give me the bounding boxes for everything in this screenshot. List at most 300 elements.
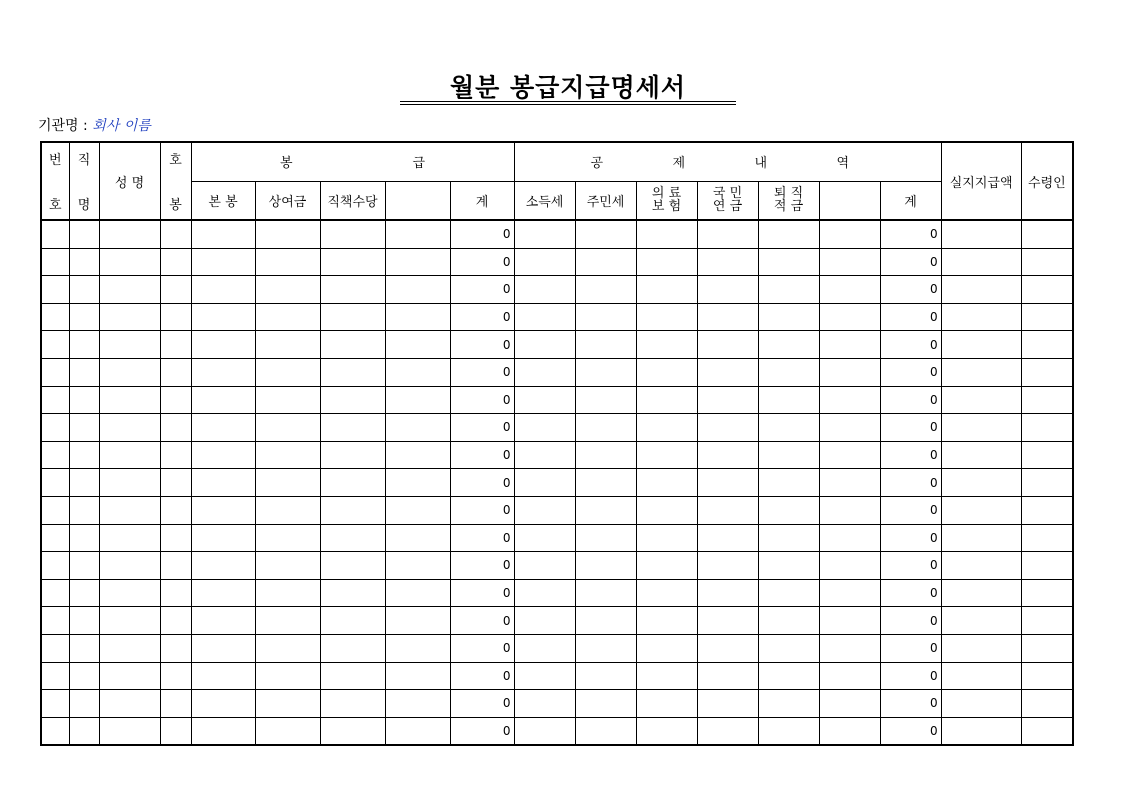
cell-national-pension[interactable] bbox=[697, 496, 758, 524]
cell-name[interactable] bbox=[99, 276, 160, 304]
cell-national-pension[interactable] bbox=[697, 469, 758, 497]
cell-recipient[interactable] bbox=[1021, 441, 1073, 469]
cell-salary-total[interactable]: 0 bbox=[450, 248, 514, 276]
cell-net-pay[interactable] bbox=[941, 276, 1021, 304]
cell-name[interactable] bbox=[99, 331, 160, 359]
cell-recipient[interactable] bbox=[1021, 579, 1073, 607]
cell-grade[interactable] bbox=[160, 386, 191, 414]
cell-bonus[interactable] bbox=[255, 248, 320, 276]
cell-salary-total[interactable]: 0 bbox=[450, 579, 514, 607]
cell-basic[interactable] bbox=[191, 441, 255, 469]
cell-salary-total[interactable]: 0 bbox=[450, 524, 514, 552]
cell-allowance[interactable] bbox=[320, 607, 385, 635]
cell-income-tax[interactable] bbox=[514, 248, 575, 276]
cell-health-insurance[interactable] bbox=[636, 717, 697, 745]
cell-deduction-blank[interactable] bbox=[819, 690, 880, 718]
cell-retirement-savings[interactable] bbox=[758, 662, 819, 690]
cell-allowance[interactable] bbox=[320, 662, 385, 690]
cell-retirement-savings[interactable] bbox=[758, 441, 819, 469]
cell-salary-blank[interactable] bbox=[385, 634, 450, 662]
cell-national-pension[interactable] bbox=[697, 220, 758, 248]
cell-rank[interactable] bbox=[69, 552, 99, 580]
cell-retirement-savings[interactable] bbox=[758, 331, 819, 359]
cell-retirement-savings[interactable] bbox=[758, 276, 819, 304]
cell-national-pension[interactable] bbox=[697, 717, 758, 745]
cell-national-pension[interactable] bbox=[697, 579, 758, 607]
cell-name[interactable] bbox=[99, 579, 160, 607]
cell-net-pay[interactable] bbox=[941, 634, 1021, 662]
cell-recipient[interactable] bbox=[1021, 690, 1073, 718]
cell-recipient[interactable] bbox=[1021, 717, 1073, 745]
cell-health-insurance[interactable] bbox=[636, 690, 697, 718]
cell-bonus[interactable] bbox=[255, 496, 320, 524]
cell-net-pay[interactable] bbox=[941, 331, 1021, 359]
cell-bonus[interactable] bbox=[255, 331, 320, 359]
cell-resident-tax[interactable] bbox=[575, 303, 636, 331]
cell-salary-total[interactable]: 0 bbox=[450, 276, 514, 304]
cell-rank[interactable] bbox=[69, 414, 99, 442]
cell-national-pension[interactable] bbox=[697, 358, 758, 386]
cell-no[interactable] bbox=[41, 303, 69, 331]
cell-health-insurance[interactable] bbox=[636, 414, 697, 442]
cell-basic[interactable] bbox=[191, 496, 255, 524]
cell-deduction-blank[interactable] bbox=[819, 607, 880, 635]
cell-grade[interactable] bbox=[160, 303, 191, 331]
cell-national-pension[interactable] bbox=[697, 331, 758, 359]
cell-salary-total[interactable]: 0 bbox=[450, 414, 514, 442]
cell-national-pension[interactable] bbox=[697, 690, 758, 718]
cell-health-insurance[interactable] bbox=[636, 358, 697, 386]
cell-salary-blank[interactable] bbox=[385, 248, 450, 276]
cell-grade[interactable] bbox=[160, 717, 191, 745]
cell-name[interactable] bbox=[99, 469, 160, 497]
cell-salary-blank[interactable] bbox=[385, 524, 450, 552]
cell-deduction-blank[interactable] bbox=[819, 276, 880, 304]
cell-retirement-savings[interactable] bbox=[758, 414, 819, 442]
cell-net-pay[interactable] bbox=[941, 552, 1021, 580]
cell-name[interactable] bbox=[99, 414, 160, 442]
cell-grade[interactable] bbox=[160, 552, 191, 580]
cell-income-tax[interactable] bbox=[514, 524, 575, 552]
cell-name[interactable] bbox=[99, 358, 160, 386]
cell-deduction-blank[interactable] bbox=[819, 414, 880, 442]
cell-bonus[interactable] bbox=[255, 607, 320, 635]
cell-rank[interactable] bbox=[69, 690, 99, 718]
cell-deduction-blank[interactable] bbox=[819, 331, 880, 359]
cell-deduction-total[interactable]: 0 bbox=[880, 441, 941, 469]
cell-recipient[interactable] bbox=[1021, 524, 1073, 552]
cell-rank[interactable] bbox=[69, 634, 99, 662]
cell-grade[interactable] bbox=[160, 662, 191, 690]
cell-national-pension[interactable] bbox=[697, 552, 758, 580]
cell-deduction-blank[interactable] bbox=[819, 524, 880, 552]
cell-salary-total[interactable]: 0 bbox=[450, 662, 514, 690]
cell-grade[interactable] bbox=[160, 469, 191, 497]
cell-salary-total[interactable]: 0 bbox=[450, 717, 514, 745]
cell-health-insurance[interactable] bbox=[636, 634, 697, 662]
cell-health-insurance[interactable] bbox=[636, 386, 697, 414]
cell-basic[interactable] bbox=[191, 607, 255, 635]
cell-salary-blank[interactable] bbox=[385, 386, 450, 414]
cell-health-insurance[interactable] bbox=[636, 248, 697, 276]
cell-resident-tax[interactable] bbox=[575, 524, 636, 552]
cell-income-tax[interactable] bbox=[514, 276, 575, 304]
cell-name[interactable] bbox=[99, 662, 160, 690]
cell-deduction-blank[interactable] bbox=[819, 579, 880, 607]
cell-allowance[interactable] bbox=[320, 579, 385, 607]
cell-rank[interactable] bbox=[69, 717, 99, 745]
cell-health-insurance[interactable] bbox=[636, 662, 697, 690]
cell-net-pay[interactable] bbox=[941, 386, 1021, 414]
cell-salary-blank[interactable] bbox=[385, 662, 450, 690]
cell-no[interactable] bbox=[41, 496, 69, 524]
cell-net-pay[interactable] bbox=[941, 303, 1021, 331]
cell-retirement-savings[interactable] bbox=[758, 220, 819, 248]
cell-basic[interactable] bbox=[191, 662, 255, 690]
cell-national-pension[interactable] bbox=[697, 634, 758, 662]
cell-allowance[interactable] bbox=[320, 552, 385, 580]
cell-salary-blank[interactable] bbox=[385, 303, 450, 331]
cell-retirement-savings[interactable] bbox=[758, 607, 819, 635]
cell-national-pension[interactable] bbox=[697, 248, 758, 276]
cell-deduction-blank[interactable] bbox=[819, 220, 880, 248]
cell-health-insurance[interactable] bbox=[636, 331, 697, 359]
cell-recipient[interactable] bbox=[1021, 386, 1073, 414]
cell-income-tax[interactable] bbox=[514, 220, 575, 248]
cell-no[interactable] bbox=[41, 717, 69, 745]
cell-deduction-total[interactable]: 0 bbox=[880, 276, 941, 304]
cell-rank[interactable] bbox=[69, 662, 99, 690]
cell-net-pay[interactable] bbox=[941, 717, 1021, 745]
cell-national-pension[interactable] bbox=[697, 276, 758, 304]
cell-health-insurance[interactable] bbox=[636, 524, 697, 552]
cell-salary-total[interactable]: 0 bbox=[450, 358, 514, 386]
cell-recipient[interactable] bbox=[1021, 496, 1073, 524]
cell-health-insurance[interactable] bbox=[636, 441, 697, 469]
cell-net-pay[interactable] bbox=[941, 441, 1021, 469]
cell-national-pension[interactable] bbox=[697, 441, 758, 469]
cell-retirement-savings[interactable] bbox=[758, 303, 819, 331]
cell-salary-total[interactable]: 0 bbox=[450, 331, 514, 359]
cell-net-pay[interactable] bbox=[941, 607, 1021, 635]
cell-allowance[interactable] bbox=[320, 303, 385, 331]
cell-no[interactable] bbox=[41, 248, 69, 276]
cell-resident-tax[interactable] bbox=[575, 579, 636, 607]
cell-deduction-total[interactable]: 0 bbox=[880, 634, 941, 662]
cell-basic[interactable] bbox=[191, 303, 255, 331]
cell-salary-blank[interactable] bbox=[385, 331, 450, 359]
cell-retirement-savings[interactable] bbox=[758, 634, 819, 662]
cell-rank[interactable] bbox=[69, 496, 99, 524]
cell-deduction-total[interactable]: 0 bbox=[880, 552, 941, 580]
cell-no[interactable] bbox=[41, 690, 69, 718]
cell-recipient[interactable] bbox=[1021, 469, 1073, 497]
cell-no[interactable] bbox=[41, 276, 69, 304]
cell-deduction-blank[interactable] bbox=[819, 303, 880, 331]
cell-resident-tax[interactable] bbox=[575, 469, 636, 497]
cell-resident-tax[interactable] bbox=[575, 248, 636, 276]
cell-bonus[interactable] bbox=[255, 414, 320, 442]
cell-allowance[interactable] bbox=[320, 220, 385, 248]
cell-grade[interactable] bbox=[160, 358, 191, 386]
cell-allowance[interactable] bbox=[320, 358, 385, 386]
cell-resident-tax[interactable] bbox=[575, 607, 636, 635]
cell-grade[interactable] bbox=[160, 634, 191, 662]
cell-health-insurance[interactable] bbox=[636, 469, 697, 497]
cell-resident-tax[interactable] bbox=[575, 441, 636, 469]
cell-no[interactable] bbox=[41, 634, 69, 662]
cell-name[interactable] bbox=[99, 607, 160, 635]
cell-salary-total[interactable]: 0 bbox=[450, 552, 514, 580]
cell-retirement-savings[interactable] bbox=[758, 469, 819, 497]
cell-deduction-total[interactable]: 0 bbox=[880, 579, 941, 607]
cell-net-pay[interactable] bbox=[941, 469, 1021, 497]
cell-name[interactable] bbox=[99, 303, 160, 331]
cell-rank[interactable] bbox=[69, 248, 99, 276]
cell-income-tax[interactable] bbox=[514, 441, 575, 469]
cell-recipient[interactable] bbox=[1021, 220, 1073, 248]
cell-grade[interactable] bbox=[160, 441, 191, 469]
cell-deduction-blank[interactable] bbox=[819, 248, 880, 276]
cell-income-tax[interactable] bbox=[514, 662, 575, 690]
cell-basic[interactable] bbox=[191, 331, 255, 359]
cell-health-insurance[interactable] bbox=[636, 220, 697, 248]
cell-retirement-savings[interactable] bbox=[758, 496, 819, 524]
cell-bonus[interactable] bbox=[255, 386, 320, 414]
cell-no[interactable] bbox=[41, 524, 69, 552]
cell-grade[interactable] bbox=[160, 414, 191, 442]
cell-health-insurance[interactable] bbox=[636, 552, 697, 580]
cell-no[interactable] bbox=[41, 331, 69, 359]
cell-bonus[interactable] bbox=[255, 690, 320, 718]
cell-salary-blank[interactable] bbox=[385, 469, 450, 497]
org-name[interactable]: 회사 이름 bbox=[92, 118, 151, 134]
cell-resident-tax[interactable] bbox=[575, 414, 636, 442]
cell-resident-tax[interactable] bbox=[575, 690, 636, 718]
cell-retirement-savings[interactable] bbox=[758, 717, 819, 745]
cell-salary-blank[interactable] bbox=[385, 441, 450, 469]
cell-national-pension[interactable] bbox=[697, 524, 758, 552]
cell-salary-blank[interactable] bbox=[385, 690, 450, 718]
cell-retirement-savings[interactable] bbox=[758, 248, 819, 276]
cell-rank[interactable] bbox=[69, 386, 99, 414]
cell-rank[interactable] bbox=[69, 579, 99, 607]
cell-deduction-total[interactable]: 0 bbox=[880, 496, 941, 524]
cell-recipient[interactable] bbox=[1021, 276, 1073, 304]
cell-basic[interactable] bbox=[191, 276, 255, 304]
cell-rank[interactable] bbox=[69, 276, 99, 304]
cell-deduction-total[interactable]: 0 bbox=[880, 386, 941, 414]
cell-no[interactable] bbox=[41, 414, 69, 442]
cell-income-tax[interactable] bbox=[514, 358, 575, 386]
cell-national-pension[interactable] bbox=[697, 662, 758, 690]
cell-basic[interactable] bbox=[191, 524, 255, 552]
cell-no[interactable] bbox=[41, 220, 69, 248]
cell-allowance[interactable] bbox=[320, 690, 385, 718]
cell-name[interactable] bbox=[99, 220, 160, 248]
cell-deduction-total[interactable]: 0 bbox=[880, 358, 941, 386]
cell-allowance[interactable] bbox=[320, 331, 385, 359]
cell-deduction-blank[interactable] bbox=[819, 496, 880, 524]
cell-deduction-total[interactable]: 0 bbox=[880, 607, 941, 635]
cell-salary-blank[interactable] bbox=[385, 276, 450, 304]
cell-no[interactable] bbox=[41, 441, 69, 469]
cell-bonus[interactable] bbox=[255, 552, 320, 580]
cell-deduction-blank[interactable] bbox=[819, 441, 880, 469]
cell-income-tax[interactable] bbox=[514, 717, 575, 745]
cell-basic[interactable] bbox=[191, 552, 255, 580]
cell-recipient[interactable] bbox=[1021, 303, 1073, 331]
cell-basic[interactable] bbox=[191, 717, 255, 745]
cell-no[interactable] bbox=[41, 358, 69, 386]
cell-health-insurance[interactable] bbox=[636, 303, 697, 331]
cell-deduction-total[interactable]: 0 bbox=[880, 331, 941, 359]
cell-national-pension[interactable] bbox=[697, 303, 758, 331]
cell-allowance[interactable] bbox=[320, 634, 385, 662]
cell-grade[interactable] bbox=[160, 579, 191, 607]
cell-resident-tax[interactable] bbox=[575, 220, 636, 248]
cell-net-pay[interactable] bbox=[941, 524, 1021, 552]
cell-net-pay[interactable] bbox=[941, 358, 1021, 386]
cell-bonus[interactable] bbox=[255, 579, 320, 607]
cell-deduction-total[interactable]: 0 bbox=[880, 717, 941, 745]
cell-net-pay[interactable] bbox=[941, 690, 1021, 718]
cell-deduction-blank[interactable] bbox=[819, 634, 880, 662]
cell-retirement-savings[interactable] bbox=[758, 690, 819, 718]
cell-salary-blank[interactable] bbox=[385, 358, 450, 386]
cell-health-insurance[interactable] bbox=[636, 496, 697, 524]
cell-recipient[interactable] bbox=[1021, 414, 1073, 442]
cell-basic[interactable] bbox=[191, 690, 255, 718]
cell-deduction-total[interactable]: 0 bbox=[880, 690, 941, 718]
cell-allowance[interactable] bbox=[320, 717, 385, 745]
cell-no[interactable] bbox=[41, 469, 69, 497]
cell-rank[interactable] bbox=[69, 303, 99, 331]
cell-net-pay[interactable] bbox=[941, 220, 1021, 248]
cell-income-tax[interactable] bbox=[514, 607, 575, 635]
cell-grade[interactable] bbox=[160, 690, 191, 718]
cell-resident-tax[interactable] bbox=[575, 717, 636, 745]
cell-grade[interactable] bbox=[160, 276, 191, 304]
cell-salary-blank[interactable] bbox=[385, 496, 450, 524]
cell-national-pension[interactable] bbox=[697, 414, 758, 442]
cell-name[interactable] bbox=[99, 634, 160, 662]
cell-resident-tax[interactable] bbox=[575, 276, 636, 304]
cell-salary-total[interactable]: 0 bbox=[450, 469, 514, 497]
cell-allowance[interactable] bbox=[320, 441, 385, 469]
cell-bonus[interactable] bbox=[255, 662, 320, 690]
cell-deduction-blank[interactable] bbox=[819, 469, 880, 497]
cell-bonus[interactable] bbox=[255, 276, 320, 304]
cell-salary-total[interactable]: 0 bbox=[450, 386, 514, 414]
cell-resident-tax[interactable] bbox=[575, 634, 636, 662]
cell-grade[interactable] bbox=[160, 607, 191, 635]
cell-deduction-total[interactable]: 0 bbox=[880, 248, 941, 276]
cell-net-pay[interactable] bbox=[941, 579, 1021, 607]
cell-no[interactable] bbox=[41, 386, 69, 414]
cell-retirement-savings[interactable] bbox=[758, 358, 819, 386]
cell-salary-blank[interactable] bbox=[385, 579, 450, 607]
cell-rank[interactable] bbox=[69, 331, 99, 359]
cell-income-tax[interactable] bbox=[514, 331, 575, 359]
cell-salary-blank[interactable] bbox=[385, 607, 450, 635]
cell-name[interactable] bbox=[99, 386, 160, 414]
cell-bonus[interactable] bbox=[255, 303, 320, 331]
cell-name[interactable] bbox=[99, 717, 160, 745]
cell-salary-total[interactable]: 0 bbox=[450, 496, 514, 524]
cell-allowance[interactable] bbox=[320, 469, 385, 497]
cell-allowance[interactable] bbox=[320, 414, 385, 442]
cell-no[interactable] bbox=[41, 579, 69, 607]
cell-health-insurance[interactable] bbox=[636, 607, 697, 635]
cell-allowance[interactable] bbox=[320, 496, 385, 524]
cell-name[interactable] bbox=[99, 441, 160, 469]
cell-resident-tax[interactable] bbox=[575, 358, 636, 386]
cell-rank[interactable] bbox=[69, 220, 99, 248]
cell-income-tax[interactable] bbox=[514, 386, 575, 414]
cell-basic[interactable] bbox=[191, 469, 255, 497]
cell-bonus[interactable] bbox=[255, 441, 320, 469]
cell-salary-blank[interactable] bbox=[385, 717, 450, 745]
cell-name[interactable] bbox=[99, 496, 160, 524]
cell-name[interactable] bbox=[99, 552, 160, 580]
cell-deduction-total[interactable]: 0 bbox=[880, 414, 941, 442]
cell-basic[interactable] bbox=[191, 248, 255, 276]
cell-health-insurance[interactable] bbox=[636, 276, 697, 304]
cell-rank[interactable] bbox=[69, 358, 99, 386]
cell-national-pension[interactable] bbox=[697, 386, 758, 414]
cell-deduction-blank[interactable] bbox=[819, 386, 880, 414]
cell-salary-total[interactable]: 0 bbox=[450, 690, 514, 718]
cell-basic[interactable] bbox=[191, 414, 255, 442]
cell-allowance[interactable] bbox=[320, 524, 385, 552]
cell-deduction-blank[interactable] bbox=[819, 662, 880, 690]
cell-retirement-savings[interactable] bbox=[758, 524, 819, 552]
cell-net-pay[interactable] bbox=[941, 662, 1021, 690]
cell-salary-blank[interactable] bbox=[385, 552, 450, 580]
cell-resident-tax[interactable] bbox=[575, 331, 636, 359]
cell-resident-tax[interactable] bbox=[575, 496, 636, 524]
cell-rank[interactable] bbox=[69, 524, 99, 552]
cell-deduction-blank[interactable] bbox=[819, 358, 880, 386]
cell-allowance[interactable] bbox=[320, 248, 385, 276]
cell-grade[interactable] bbox=[160, 496, 191, 524]
cell-salary-total[interactable]: 0 bbox=[450, 220, 514, 248]
cell-retirement-savings[interactable] bbox=[758, 386, 819, 414]
cell-basic[interactable] bbox=[191, 386, 255, 414]
cell-recipient[interactable] bbox=[1021, 607, 1073, 635]
cell-name[interactable] bbox=[99, 248, 160, 276]
cell-income-tax[interactable] bbox=[514, 552, 575, 580]
cell-salary-total[interactable]: 0 bbox=[450, 634, 514, 662]
cell-salary-total[interactable]: 0 bbox=[450, 441, 514, 469]
cell-deduction-total[interactable]: 0 bbox=[880, 469, 941, 497]
cell-rank[interactable] bbox=[69, 469, 99, 497]
cell-income-tax[interactable] bbox=[514, 690, 575, 718]
cell-grade[interactable] bbox=[160, 331, 191, 359]
cell-grade[interactable] bbox=[160, 248, 191, 276]
cell-no[interactable] bbox=[41, 607, 69, 635]
cell-resident-tax[interactable] bbox=[575, 386, 636, 414]
cell-recipient[interactable] bbox=[1021, 248, 1073, 276]
cell-bonus[interactable] bbox=[255, 524, 320, 552]
cell-income-tax[interactable] bbox=[514, 579, 575, 607]
cell-no[interactable] bbox=[41, 662, 69, 690]
cell-deduction-total[interactable]: 0 bbox=[880, 524, 941, 552]
cell-income-tax[interactable] bbox=[514, 634, 575, 662]
cell-recipient[interactable] bbox=[1021, 552, 1073, 580]
cell-rank[interactable] bbox=[69, 607, 99, 635]
